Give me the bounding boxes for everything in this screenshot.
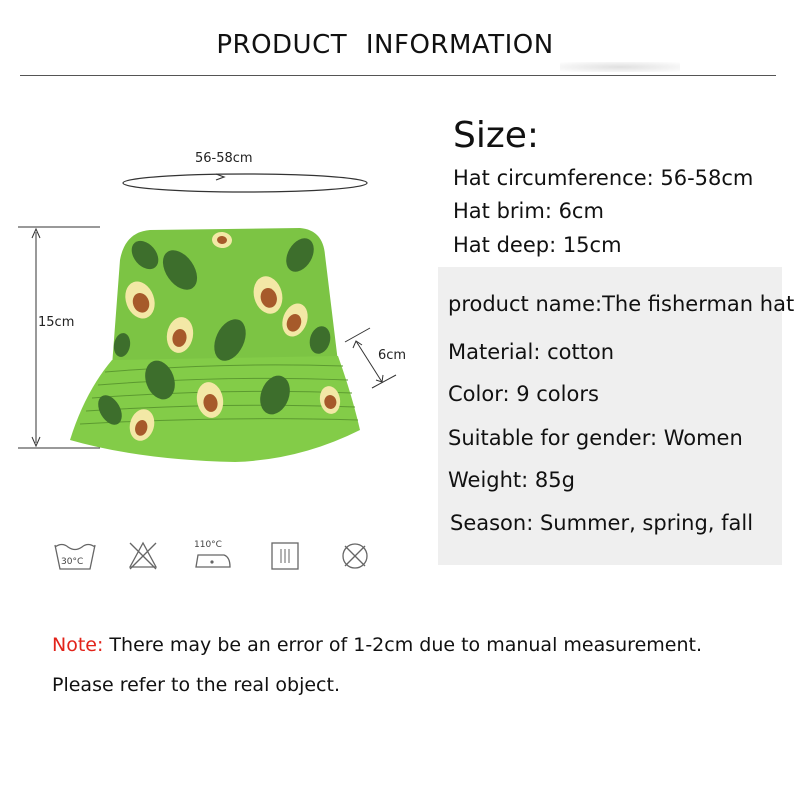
iron-110-icon — [194, 540, 230, 567]
brim-label: 6cm — [378, 348, 407, 363]
detail-material: Material: cotton — [448, 340, 615, 364]
no-dry-clean-icon — [343, 544, 367, 568]
height-label: 15cm — [38, 315, 75, 330]
size-heading: Size: — [453, 115, 540, 156]
note-label: Note: — [52, 634, 104, 656]
title-shadow — [560, 62, 680, 72]
circumference-marker — [123, 174, 367, 192]
care-icons — [50, 535, 380, 580]
note-text: There may be an error of 1-2cm due to manual measurement. — [103, 634, 702, 656]
no-bleach-icon — [130, 543, 156, 569]
detail-season: Season: Summer, spring, fall — [450, 511, 754, 535]
tumble-dry-icon — [272, 543, 298, 569]
note-line-2: Please refer to the real object. — [52, 674, 340, 696]
detail-gender: Suitable for gender: Women — [448, 426, 743, 450]
spec-depth: Hat deep: 15cm — [453, 233, 622, 257]
detail-weight: Weight: 85g — [448, 468, 575, 492]
svg-text:30°C: 30°C — [61, 557, 84, 567]
wash-30-icon — [55, 545, 95, 570]
svg-text:110°C: 110°C — [194, 540, 222, 550]
spec-circumference: Hat circumference: 56-58cm — [453, 166, 754, 190]
circumference-label: 56-58cm — [195, 151, 253, 166]
hat-illustration — [0, 0, 440, 470]
note-line — [52, 634, 702, 656]
spec-brim: Hat brim: 6cm — [453, 199, 604, 223]
detail-product-name: product name:The fisherman hat — [448, 292, 795, 316]
page-title: PRODUCT INFORMATION — [216, 30, 554, 60]
detail-color: Color: 9 colors — [448, 382, 599, 406]
